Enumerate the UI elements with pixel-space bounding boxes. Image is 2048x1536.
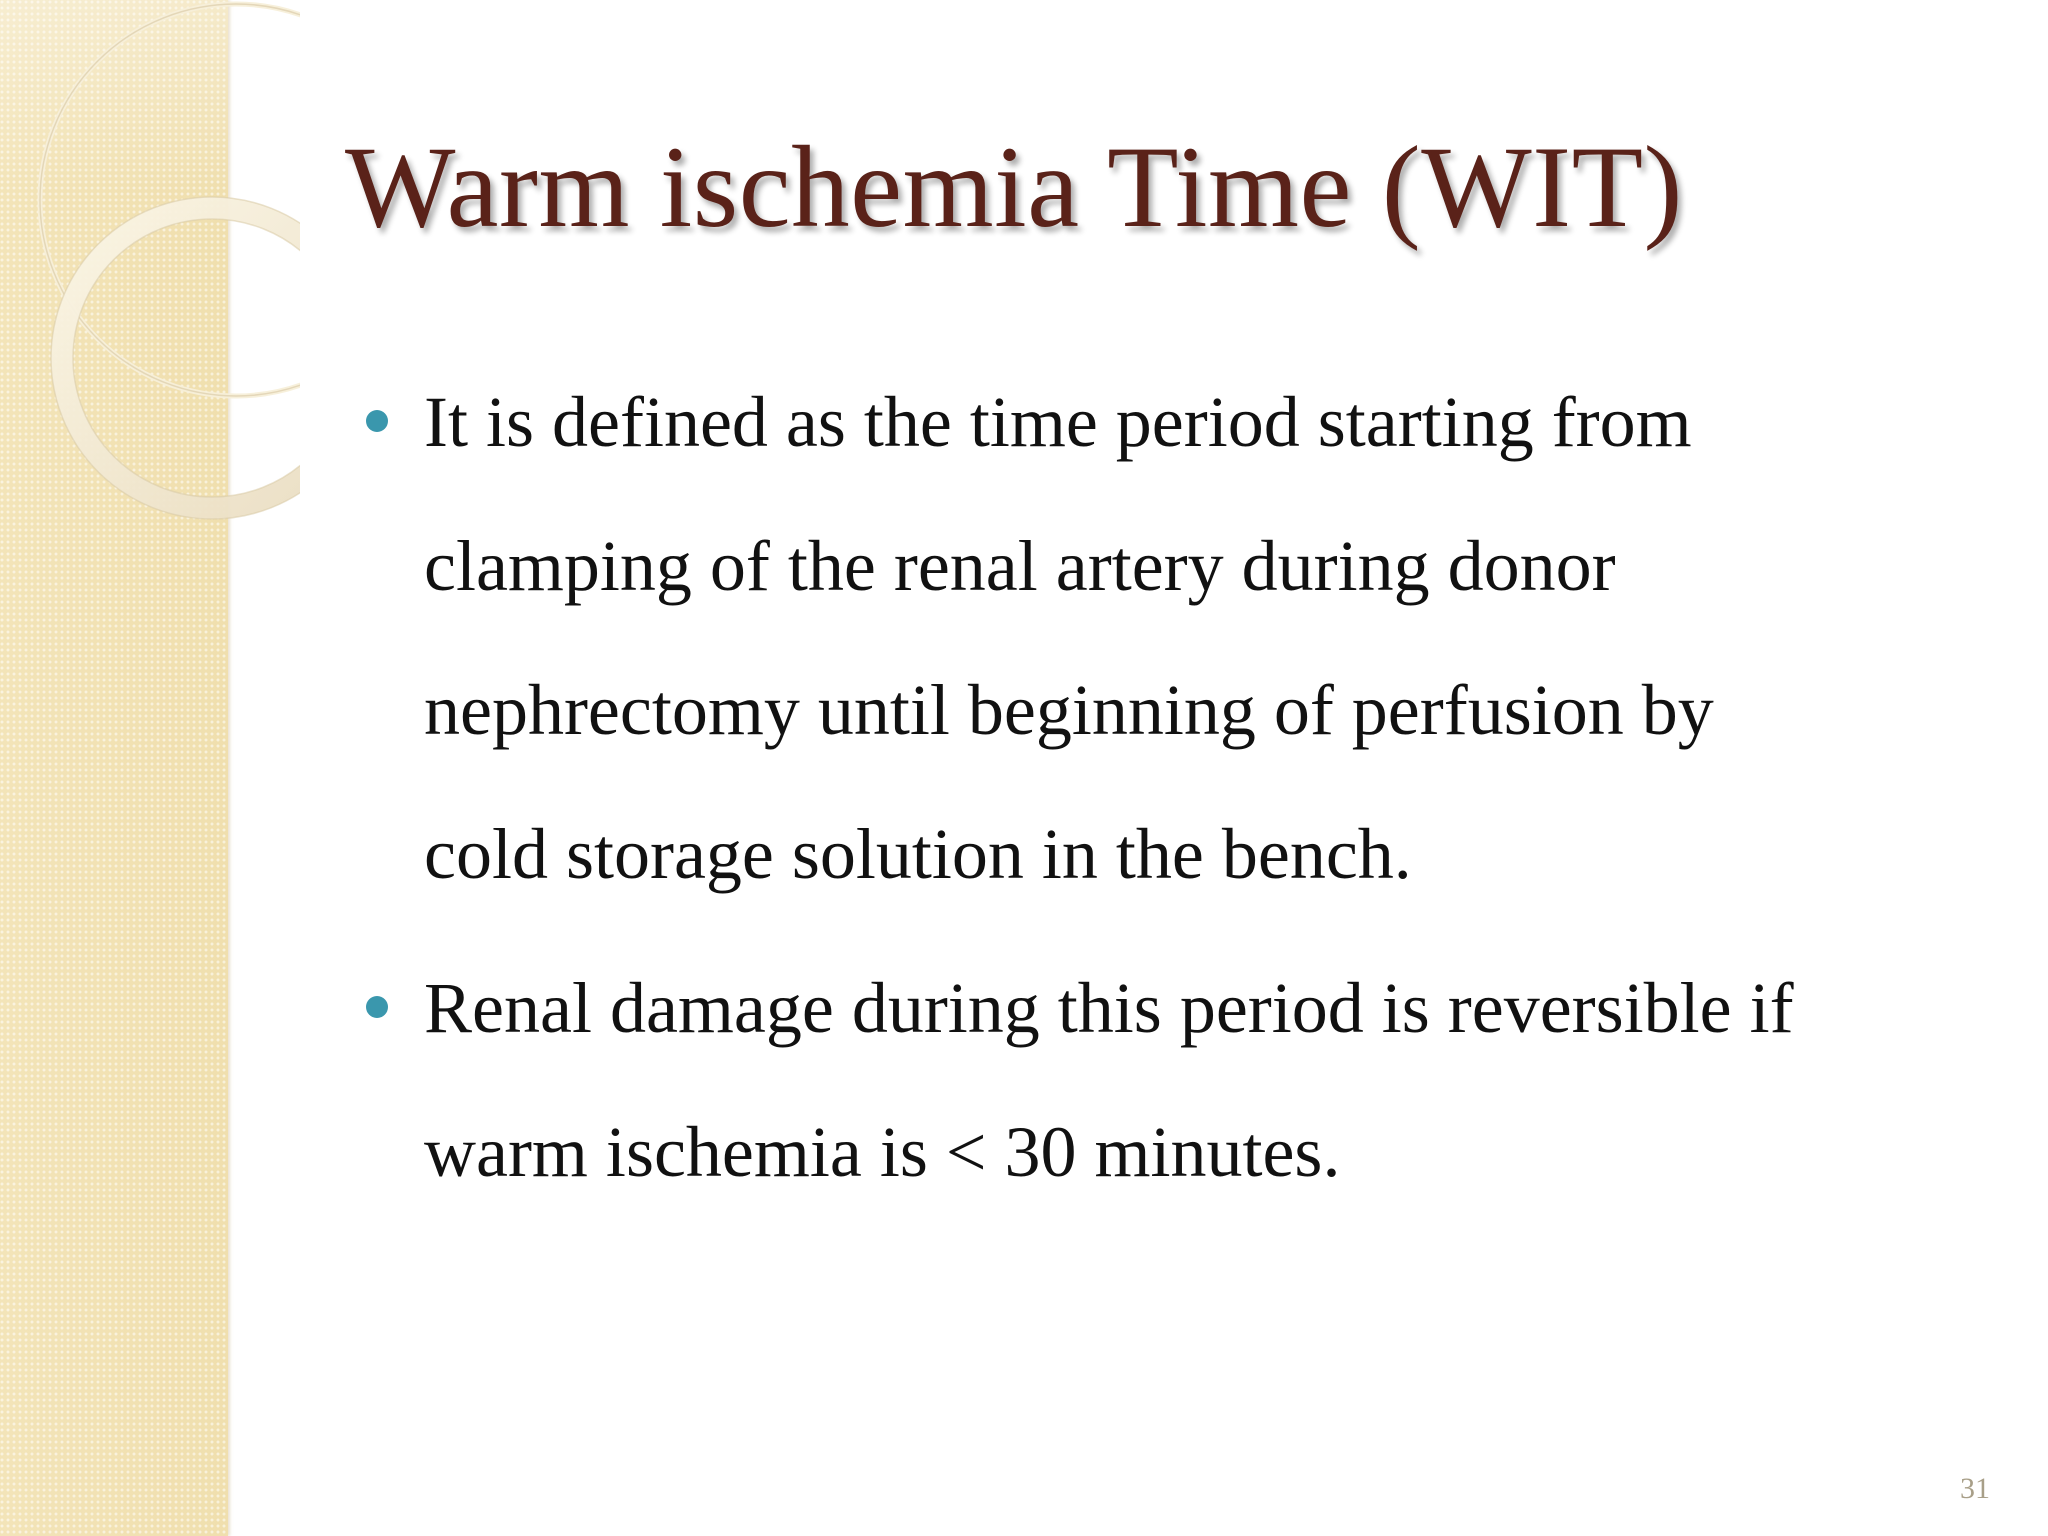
bullet-line: It is defined as the time period starting from	[424, 382, 1692, 462]
bullet-line: nephrectomy until beginning of perfusion by	[424, 670, 1714, 750]
bullet-line: cold storage solution in the bench.	[424, 814, 1412, 894]
page-number: 31	[1960, 1472, 1990, 1505]
bullet-line: clamping of the renal artery during donor	[424, 526, 1616, 606]
bullet-dot-icon	[366, 410, 388, 432]
bullet-dot-icon	[366, 996, 388, 1018]
bullet-item	[366, 350, 2006, 926]
slide-title: Warm ischemia Time (WIT)	[345, 123, 1684, 252]
bullet-line: warm ischemia is < 30 minutes.	[424, 1112, 1341, 1192]
bullet-item	[366, 936, 2006, 1224]
decorative-rings-icon	[0, 0, 300, 520]
bullet-line: Renal damage during this period is reversible if	[424, 968, 1794, 1048]
bullet-list	[366, 350, 2006, 1234]
